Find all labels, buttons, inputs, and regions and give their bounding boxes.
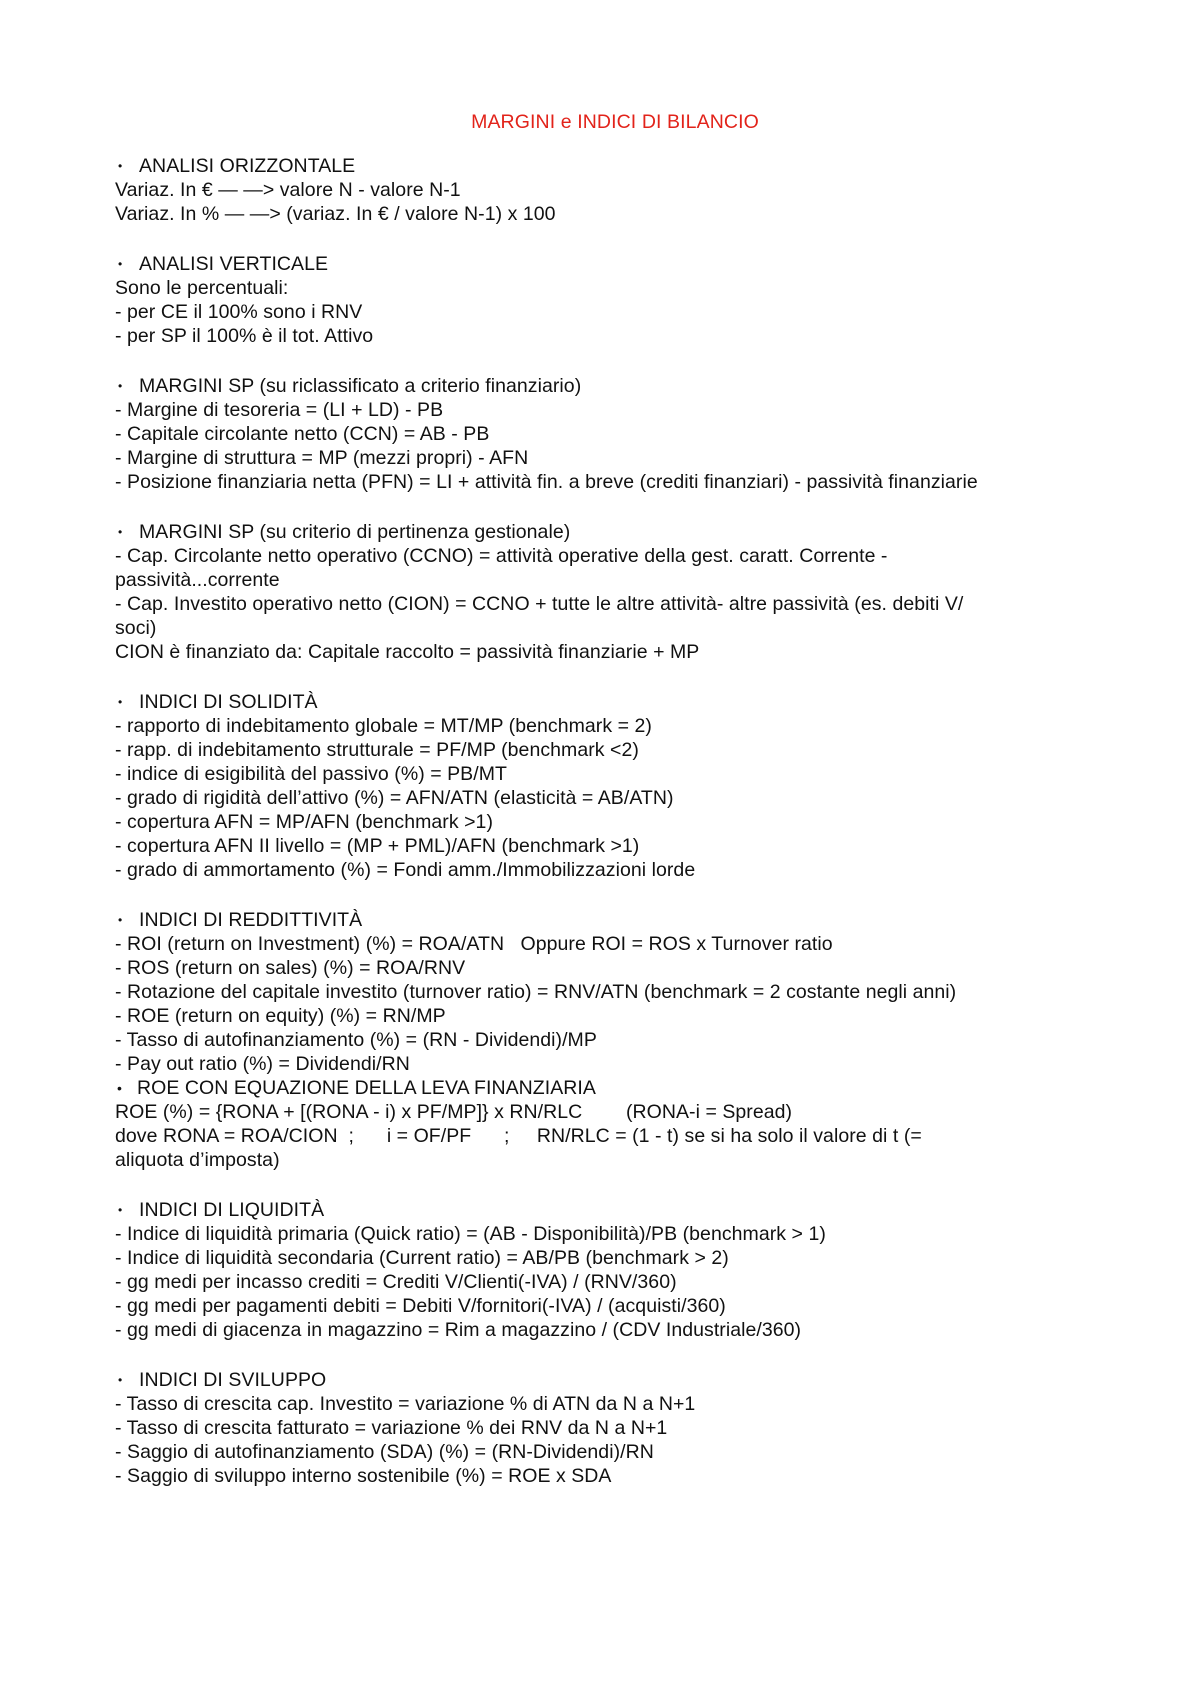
- bullet-icon: •: [118, 695, 123, 709]
- section-heading: [115, 1368, 1115, 1392]
- text-line: - Posizione finanziaria netta (PFN) = LI + attività fin. a breve (crediti finanziari) - passività finanziarie: [115, 471, 978, 493]
- section-heading: [115, 252, 1115, 276]
- section: [115, 908, 1115, 1172]
- text-line: - Pay out ratio (%) = Dividendi/RN: [115, 1053, 410, 1075]
- section: [115, 252, 1115, 348]
- section: [115, 690, 1115, 882]
- text-line: - Saggio di autofinanziamento (SDA) (%) = (RN-Dividendi)/RN: [115, 1441, 654, 1463]
- section-heading-text: MARGINI SP (su criterio di pertinenza gestionale): [139, 521, 571, 543]
- text-line: - Indice di liquidità primaria (Quick ratio) = (AB - Disponibilità)/PB (benchmark > 1): [115, 1223, 826, 1245]
- subsection-heading: [115, 1076, 1115, 1100]
- section: [115, 1198, 1115, 1342]
- sections-container: [115, 154, 1115, 1488]
- section: [115, 1368, 1115, 1488]
- text-line: - Tasso di crescita fatturato = variazione % dei RNV da N a N+1: [115, 1417, 668, 1439]
- text-line: - per CE il 100% sono i RNV: [115, 301, 363, 323]
- text-line: - Cap. Circolante netto operativo (CCNO) = attività operative della gest. caratt. Corrente -: [115, 545, 888, 567]
- text-line: - gg medi di giacenza in magazzino = Rim a magazzino / (CDV Industriale/360): [115, 1319, 802, 1341]
- document-page: [115, 110, 1115, 1514]
- section-heading: [115, 374, 1115, 398]
- bullet-icon: •: [117, 1080, 122, 1096]
- text-line: - Capitale circolante netto (CCN) = AB - PB: [115, 423, 490, 445]
- section: [115, 374, 1115, 494]
- text-line: Variaz. In € — —> valore N - valore N-1: [115, 179, 461, 201]
- section-heading-text: INDICI DI REDDITTIVITÀ: [139, 909, 363, 931]
- bullet-icon: •: [118, 1203, 123, 1217]
- text-line: - ROI (return on Investment) (%) = ROA/ATN Oppure ROI = ROS x Turnover ratio: [115, 933, 833, 955]
- section-heading-text: INDICI DI SOLIDITÀ: [139, 691, 318, 713]
- text-line: ROE (%) = {RONA + [(RONA - i) x PF/MP]} x RN/RLC (RONA-i = Spread): [115, 1101, 793, 1123]
- bullet-icon: •: [118, 379, 123, 393]
- text-line: - Margine di struttura = MP (mezzi propri) - AFN: [115, 447, 529, 469]
- subsection-heading-text: ROE CON EQUAZIONE DELLA LEVA FINANZIARIA: [137, 1077, 596, 1099]
- text-line: - Margine di tesoreria = (LI + LD) - PB: [115, 399, 444, 421]
- section-heading: [115, 908, 1115, 932]
- section: [115, 154, 1115, 226]
- text-line: Variaz. In % — —> (variaz. In € / valore N-1) x 100: [115, 203, 556, 225]
- text-line: - ROS (return on sales) (%) = ROA/RNV: [115, 957, 466, 979]
- text-line: - Tasso di crescita cap. Investito = variazione % di ATN da N a N+1: [115, 1393, 696, 1415]
- text-line: - rapp. di indebitamento strutturale = PF/MP (benchmark <2): [115, 739, 639, 761]
- section-heading-text: INDICI DI SVILUPPO: [139, 1369, 327, 1391]
- text-line: passività...corrente: [115, 569, 280, 591]
- text-line: - per SP il 100% è il tot. Attivo: [115, 325, 374, 347]
- text-line: - copertura AFN = MP/AFN (benchmark >1): [115, 811, 493, 833]
- text-line: dove RONA = ROA/CION ; i = OF/PF ; RN/RLC = (1 - t) se si ha solo il valore di t (=: [115, 1125, 922, 1147]
- text-line: - Cap. Investito operativo netto (CION) = CCNO + tutte le altre attività- altre passività (es. debiti V/: [115, 593, 964, 615]
- text-line: - gg medi per pagamenti debiti = Debiti V/fornitori(-IVA) / (acquisti/360): [115, 1295, 726, 1317]
- bullet-icon: •: [118, 159, 123, 173]
- section-heading-text: INDICI DI LIQUIDITÀ: [139, 1199, 325, 1221]
- text-line: - Indice di liquidità secondaria (Current ratio) = AB/PB (benchmark > 2): [115, 1247, 729, 1269]
- text-line: - rapporto di indebitamento globale = MT/MP (benchmark = 2): [115, 715, 652, 737]
- text-line: - grado di ammortamento (%) = Fondi amm./Immobilizzazioni lorde: [115, 859, 696, 881]
- bullet-icon: •: [118, 913, 123, 927]
- text-line: Sono le percentuali:: [115, 277, 289, 299]
- text-line: - grado di rigidità dell’attivo (%) = AFN/ATN (elasticità = AB/ATN): [115, 787, 674, 809]
- bullet-icon: •: [118, 1373, 123, 1387]
- text-line: - indice di esigibilità del passivo (%) = PB/MT: [115, 763, 507, 785]
- section-heading: [115, 520, 1115, 544]
- text-line: - Saggio di sviluppo interno sostenibile (%) = ROE x SDA: [115, 1465, 612, 1487]
- document-title: MARGINI e INDICI DI BILANCIO: [471, 111, 759, 133]
- section-heading-text: ANALISI ORIZZONTALE: [139, 155, 356, 177]
- section-heading: [115, 1198, 1115, 1222]
- text-line: - Tasso di autofinanziamento (%) = (RN - Dividendi)/MP: [115, 1029, 597, 1051]
- text-line: aliquota d’imposta): [115, 1149, 280, 1171]
- bullet-icon: •: [118, 525, 123, 539]
- section: [115, 520, 1115, 664]
- section-heading-text: ANALISI VERTICALE: [139, 253, 329, 275]
- text-line: - ROE (return on equity) (%) = RN/MP: [115, 1005, 446, 1027]
- bullet-icon: •: [118, 257, 123, 271]
- section-heading: [115, 690, 1115, 714]
- text-line: CION è finanziato da: Capitale raccolto = passività finanziarie + MP: [115, 641, 700, 663]
- text-line: soci): [115, 617, 157, 639]
- text-line: - gg medi per incasso crediti = Crediti V/Clienti(-IVA) / (RNV/360): [115, 1271, 677, 1293]
- text-line: - Rotazione del capitale investito (turnover ratio) = RNV/ATN (benchmark = 2 costante negli anni): [115, 981, 957, 1003]
- section-heading: [115, 154, 1115, 178]
- text-line: - copertura AFN II livello = (MP + PML)/AFN (benchmark >1): [115, 835, 640, 857]
- section-heading-text: MARGINI SP (su riclassificato a criterio finanziario): [139, 375, 582, 397]
